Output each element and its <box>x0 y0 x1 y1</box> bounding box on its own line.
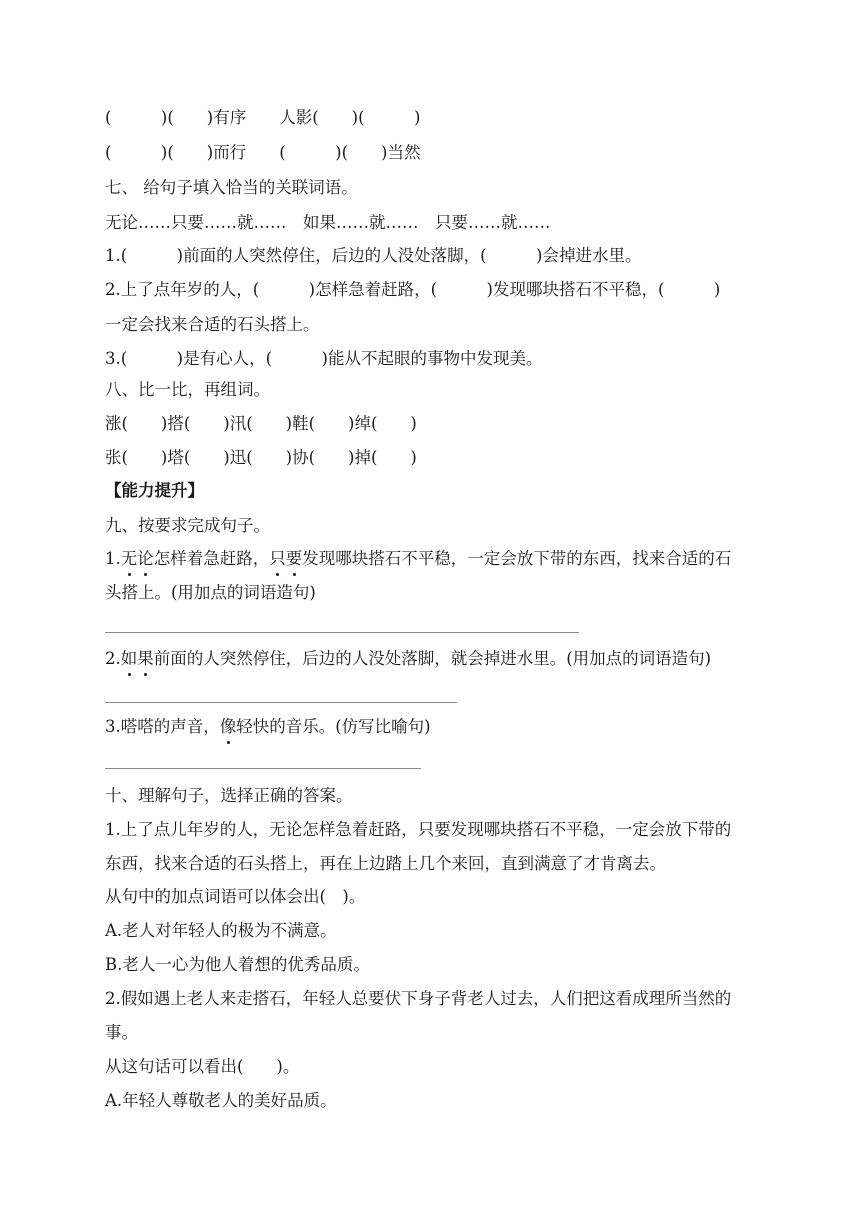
section-10-question-2-prompt: 从这句话可以看出( )。 <box>105 1057 300 1076</box>
dotted-char: 只 <box>269 549 286 568</box>
section-9-title: 九、按要求完成句子。 <box>105 516 270 535</box>
number-prefix: 2. <box>105 649 121 668</box>
section-7-options: 无论……只要……就…… 如果……就…… 只要……就…… <box>105 213 551 232</box>
section-10-question-2-line-1: 2.假如遇上老人来走搭石，年轻人总要伏下身子背老人过去，人们把这看成理所当然的 <box>105 989 732 1008</box>
section-9-question-3 <box>105 717 431 737</box>
section-10-title: 十、理解句子，选择正确的答案。 <box>105 786 353 805</box>
section-7-question-3: 3.( )是有心人，( )能从不起眼的事物中发现美。 <box>105 349 543 368</box>
sentence-text: 发现哪块搭石不平稳，一定会放下带的东西，找来合适的石 <box>302 549 732 568</box>
sentence-text: 轻快的音乐。(仿写比喻句) <box>236 717 431 736</box>
dotted-char: 无 <box>120 549 138 568</box>
section-7-question-2-line-1: 2.上了点年岁的人，( )怎样急着赶路，( )发现哪块搭石不平稳，( ) <box>105 280 721 299</box>
section-7-question-2-line-2: 一定会找来合适的石头搭上。 <box>105 315 320 334</box>
dotted-char: 如 <box>120 649 138 668</box>
section-8-row-2: 张( )塔( )迅( )协( )掉( ) <box>105 448 417 467</box>
answer-line-1[interactable] <box>105 632 579 633</box>
sentence-text: 3.嗒嗒的声音， <box>105 717 220 736</box>
number-prefix: 1. <box>105 549 121 568</box>
section-8-row-1: 涨( )搭( )汛( )鞋( )绰( ) <box>105 414 417 433</box>
section-10-question-1-line-2: 东西，找来合适的石头搭上，再在上边踏上几个来回，直到满意了才肯离去。 <box>105 854 666 873</box>
section-10-question-1-option-a: A.老人对年轻人的极为不满意。 <box>105 921 337 940</box>
dotted-char: 像 <box>219 717 237 736</box>
sentence-text: 怎样着急赶路， <box>153 549 270 568</box>
section-8-title: 八、比一比，再组词。 <box>105 380 270 399</box>
section-10-question-2-option-a: A.年轻人尊敬老人的美好品质。 <box>105 1091 337 1110</box>
answer-line-2[interactable] <box>105 702 457 703</box>
sentence-text: 前面的人突然停住，后边的人没处落脚，就会掉进水里。(用加点的词语造句) <box>153 649 712 668</box>
dotted-char: 要 <box>285 549 303 568</box>
section-10-question-2-line-2: 事。 <box>105 1023 138 1042</box>
idiom-row-2: ( )( )而行 ( )( )当然 <box>105 143 421 162</box>
section-7-title: 七、 给句子填入恰当的关联词语。 <box>105 178 358 197</box>
section-9-question-2 <box>105 649 711 669</box>
dotted-char: 果 <box>137 649 154 668</box>
ability-header: 【能力提升】 <box>105 481 204 500</box>
section-9-question-1-line-1 <box>105 549 731 569</box>
section-10-question-1-option-b: B.老人一心为他人着想的优秀品质。 <box>105 955 370 974</box>
answer-line-3[interactable] <box>105 768 421 769</box>
dotted-char: 论 <box>137 549 154 568</box>
section-9-question-1-line-2: 头搭上。(用加点的词语造句) <box>105 583 316 602</box>
section-10-question-1-prompt: 从句中的加点词语可以体会出( )。 <box>105 887 366 906</box>
section-7-question-1: 1.( )前面的人突然停住，后边的人没处落脚，( )会掉进水里。 <box>105 246 642 265</box>
idiom-row-1: ( )( )有序 人影( )( ) <box>105 108 421 127</box>
section-10-question-1-line-1: 1.上了点儿年岁的人，无论怎样急着赶路，只要发现哪块搭石不平稳，一定会放下带的 <box>105 820 732 839</box>
